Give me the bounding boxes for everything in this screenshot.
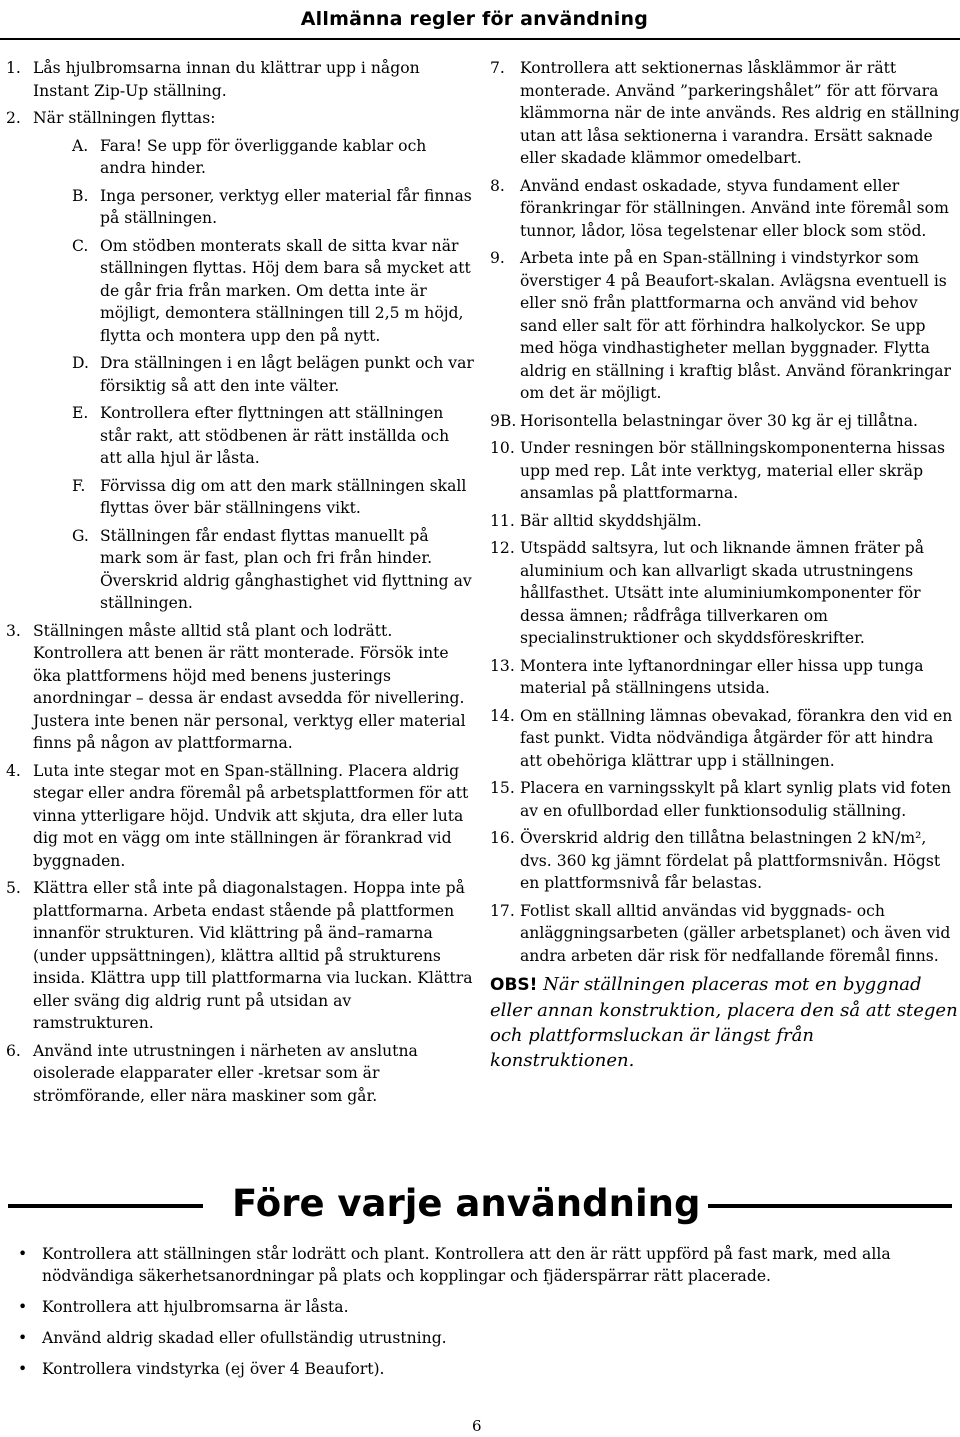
rule-text: Klättra eller stå inte på diagonalstagen. Hoppa inte på plattformarna. Arbeta endast stående på plattformen innanför strukturen. Vid klättring på änd–ramarna (under uppsättningen), klättra alltid på strukturens insida. Klättra upp till plattformarna via luckan. Klättra eller sväng dig aldrig runt på utsidan av ramstrukturen. xyxy=(33,879,473,1032)
sub-rule-item xyxy=(72,185,474,230)
rule-text: Under resningen bör ställningskomponenterna hissas upp med rep. Låt inte verktyg, material eller skräp ansamlas på plattformarna. xyxy=(520,439,946,502)
rule-text: När ställningen flyttas: xyxy=(33,109,216,127)
sub-rule-item xyxy=(72,135,474,180)
checklist-text: Kontrollera att hjulbromsarna är låsta. xyxy=(42,1298,349,1316)
sub-rule-text: Dra ställningen i en lågt belägen punkt och var försiktig så att den inte välter. xyxy=(100,354,474,395)
heading-rule-right xyxy=(708,1204,952,1208)
before-use-checklist xyxy=(18,1243,948,1389)
sub-rule-letter: A. xyxy=(72,136,89,155)
rule-number: 4. xyxy=(6,761,21,780)
rule-text: Lås hjulbromsarna innan du klättrar upp i någon Instant Zip-Up ställning. xyxy=(33,59,420,100)
rule-text: Använd endast oskadade, styva fundament eller förankringar för ställningen. Använd inte föremål som tunnor, lådor, lösa tegelstenar eller block som stöd. xyxy=(520,176,949,240)
rule-item xyxy=(490,777,960,822)
rule-number: 8. xyxy=(490,176,505,195)
sub-rule-text: Fara! Se upp för överliggande kablar och andra hinder. xyxy=(100,136,427,177)
sub-rule-letter: C. xyxy=(72,236,89,255)
rule-text: Montera inte lyftanordningar eller hissa upp tunga material på ställningens utsida. xyxy=(520,656,924,697)
sub-rule-item xyxy=(72,525,474,615)
rule-number: 15. xyxy=(490,779,515,797)
page-number: 6 xyxy=(472,1417,482,1435)
checklist-item xyxy=(18,1243,948,1287)
header-bar xyxy=(0,0,960,43)
rule-text: Om en ställning lämnas obevakad, förankra den vid en fast punkt. Vidta nödvändiga åtgärder för att hindra att obehöriga klättrar upp i ställningen. xyxy=(520,706,953,770)
rule-number: 9B. xyxy=(490,411,517,430)
rule-text: Använd inte utrustningen i närheten av anslutna oisolerade elapparater eller -kretsar som är strömförande, eller nära maskiner som går. xyxy=(33,1041,418,1105)
left-column xyxy=(6,57,474,1112)
rule-text: Horisontella belastningar över 30 kg är ej tillåtna. xyxy=(520,411,918,430)
rule-number: 10. xyxy=(490,439,515,457)
rule-number: 12. xyxy=(490,539,515,557)
sub-rule-text: Ställningen får endast flyttas manuellt på mark som är fast, plan och fri från hinder. Överskrid aldrig gånghastighet vid flyttning av ställningen. xyxy=(100,526,472,612)
rule-number: 13. xyxy=(490,656,515,675)
checklist-text: Använd aldrig skadad eller ofullständig utrustning. xyxy=(42,1329,447,1347)
bullet-icon: • xyxy=(18,1298,28,1316)
rule-item xyxy=(490,827,960,895)
checklist-item xyxy=(18,1358,948,1380)
bullet-icon: • xyxy=(18,1245,28,1263)
rule-number: 3. xyxy=(6,621,21,640)
rule-item xyxy=(6,57,474,102)
rule-number: 7. xyxy=(490,59,505,77)
rule-number: 2. xyxy=(6,109,21,127)
header-divider xyxy=(0,38,960,40)
bullet-icon: • xyxy=(18,1360,28,1378)
sub-rule-item xyxy=(72,352,474,397)
before-use-heading xyxy=(0,1184,960,1234)
checklist-text: Kontrollera att ställningen står lodrätt och plant. Kontrollera att den är rätt uppförd på fast mark, med alla nödvändiga säkerhetsanordningar på plats och kopplingar och fjäderspärrar rätt placerade. xyxy=(42,1245,891,1285)
sub-rule-letter: B. xyxy=(72,186,89,205)
rule-item xyxy=(490,175,960,243)
sub-rule-item xyxy=(72,475,474,520)
checklist-item xyxy=(18,1327,948,1349)
rule-number: 16. xyxy=(490,829,515,847)
right-column xyxy=(490,57,960,1073)
sub-rule-letter: E. xyxy=(72,404,89,422)
sub-rule-letter: F. xyxy=(72,476,86,495)
rule-item xyxy=(490,247,960,405)
before-use-title: Före varje användning xyxy=(232,1182,701,1225)
obs-note xyxy=(490,972,960,1073)
rule-text: Kontrollera att sektionernas låsklämmor är rätt monterade. Använd ”parkeringshålet” för att förvara klämmorna när de inte används. Res aldrig en ställning utan att låsa sektionerna i varandra. Ersätt saknade eller skadade klämmor omedelbart. xyxy=(520,59,960,167)
rule-text: Ställningen måste alltid stå plant och lodrätt. Kontrollera att benen är rätt monterade. Försök inte öka plattformens höjd med benens justerings anordningar – dessa är endast avsedda för nivellering. Justera inte benen när personal, verktyg eller material finns på någon av plattformarna. xyxy=(33,621,466,752)
sub-rule-text: Inga personer, verktyg eller material får finnas på ställningen. xyxy=(100,186,472,227)
checklist-text: Kontrollera vindstyrka (ej över 4 Beaufort). xyxy=(42,1360,385,1378)
rule-item xyxy=(490,57,960,170)
sub-rule-letter: G. xyxy=(72,526,89,545)
rule-item xyxy=(490,537,960,650)
obs-label: OBS! xyxy=(490,975,538,995)
sub-rule-item xyxy=(72,402,474,470)
rule-text: Bär alltid skyddshjälm. xyxy=(520,511,702,530)
rule-item xyxy=(6,877,474,1035)
heading-rule-left xyxy=(8,1204,203,1208)
sub-rule-text: Förvissa dig om att den mark ställningen skall flyttas över bär ställningens vikt. xyxy=(100,476,467,517)
rule-item xyxy=(490,510,960,533)
rule-item xyxy=(490,410,960,433)
rule-item xyxy=(490,655,960,700)
obs-text: När ställningen placeras mot en byggnad eller annan konstruktion, placera den så att stegen och plattformsluckan är längst från konstruktionen. xyxy=(490,974,958,1071)
rule-text: Arbeta inte på en Span-ställning i vindstyrkor som överstiger 4 på Beaufort-skalan. Avlägsna eventuell is eller snö från plattformarna och använd vid behov sand eller salt för att förhindra halkolyckor. Se upp med höga vindhastigheter mellan byggnader. Flytta aldrig en ställning i kraftig blåst. Använd förankringar om det är möjligt. xyxy=(520,249,951,402)
rule-number: 9. xyxy=(490,249,505,267)
rule-item xyxy=(6,1040,474,1108)
rule-number: 5. xyxy=(6,879,21,897)
sub-rule-text: Kontrollera efter flyttningen att ställningen står rakt, att stödbenen är rätt inställda och att alla hjul är låsta. xyxy=(100,404,450,467)
rule-text: Placera en varningsskylt på klart synlig plats vid foten av en ofullbordad eller funktionsodulig ställning. xyxy=(520,779,952,820)
checklist-item xyxy=(18,1296,948,1318)
rule-item xyxy=(6,620,474,755)
rule-text: Fotlist skall alltid användas vid byggnads- och anläggningsarbeten (gäller arbetsplanet) och även vid andra arbeten där risk för nedfallande föremål finns. xyxy=(520,901,951,965)
rule-item xyxy=(490,437,960,505)
bullet-icon: • xyxy=(18,1329,28,1347)
rule-item xyxy=(490,705,960,773)
rule-number: 1. xyxy=(6,59,21,77)
rule-number: 11. xyxy=(490,511,515,530)
sub-rule-letter: D. xyxy=(72,354,89,372)
rule-text: Överskrid aldrig den tillåtna belastningen 2 kN/m², dvs. 360 kg jämnt fördelat på plattformsnivån. Högst en plattformsnivå får belastas. xyxy=(520,829,941,892)
rule-number: 14. xyxy=(490,706,515,725)
rule-text: Utspädd saltsyra, lut och liknande ämnen fräter på aluminium och kan allvarligt skada utrustningens hållfasthet. Utsätt inte aluminiumkomponenter för dessa ämnen; rådfråga tillverkaren om specialinstruktioner och skyddsföreskrifter. xyxy=(520,539,925,647)
rule-item xyxy=(6,760,474,873)
sub-rule-text: Om stödben monterats skall de sitta kvar när ställningen flyttas. Höj dem bara så mycket att de går fria från marken. Om detta inte är möjligt, demontera ställningen till 2,5 m höjd, flytta och montera upp den på nytt. xyxy=(100,236,471,345)
rule-item xyxy=(490,900,960,968)
sub-rule-item xyxy=(72,235,474,348)
rule-text: Luta inte stegar mot en Span-ställning. Placera aldrig stegar eller andra föremål på arbetsplattformen för att vinna ytterligare höjd. Undvik att skjuta, dra eller luta dig mot en vägg om inte ställningen är förankrad vid byggnaden. xyxy=(33,761,469,870)
rule-number: 17. xyxy=(490,901,515,920)
rule-item xyxy=(6,107,474,130)
section-title: Allmänna regler för användning xyxy=(300,8,648,30)
rule-number: 6. xyxy=(6,1041,21,1060)
